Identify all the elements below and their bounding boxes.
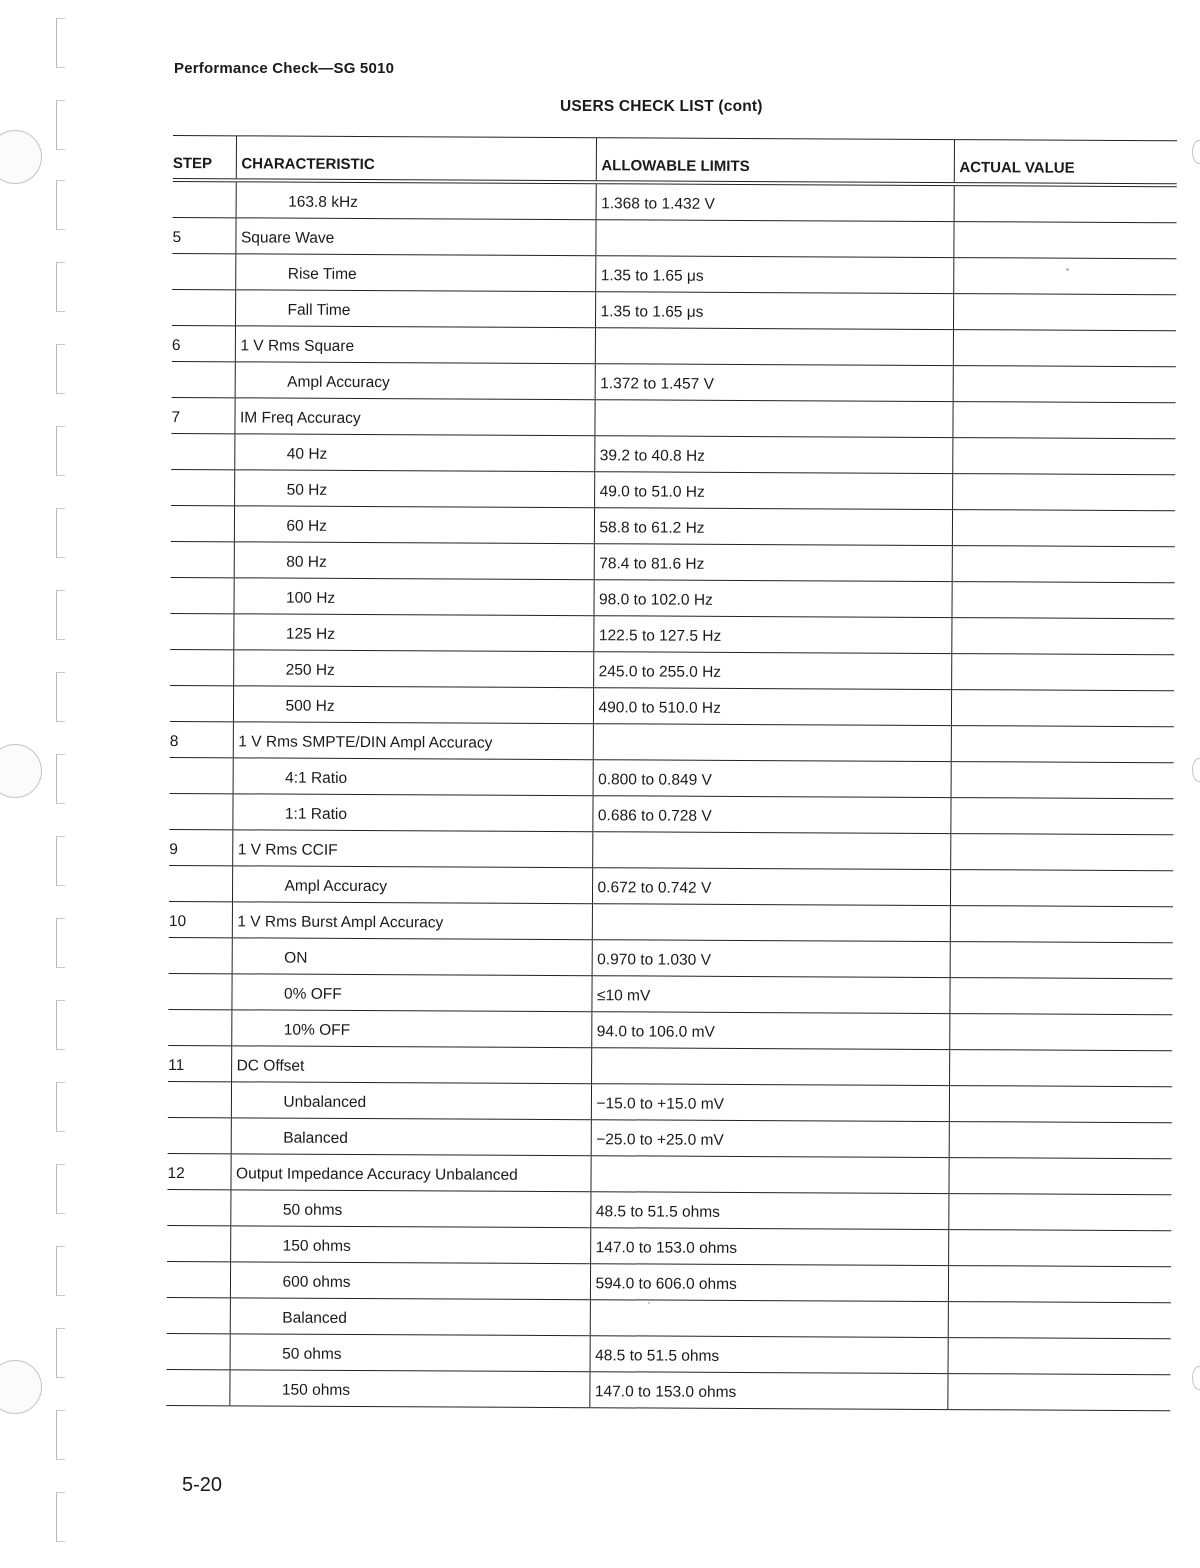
binder-tick-mark xyxy=(56,1328,65,1378)
allowable-limits-cell: −15.0 to +15.0 mV xyxy=(591,1084,949,1122)
step-cell xyxy=(171,541,234,577)
binder-tick-mark xyxy=(56,262,65,312)
actual-value-cell[interactable] xyxy=(953,366,1176,403)
actual-value-cell[interactable] xyxy=(952,402,1175,439)
binder-tick-mark xyxy=(56,18,65,68)
characteristic-cell: 40 Hz xyxy=(234,434,594,472)
table-row xyxy=(172,217,1176,258)
binder-tick-mark xyxy=(56,1164,65,1214)
allowable-limits-cell: 1.372 to 1.457 V xyxy=(595,364,953,402)
table-row xyxy=(170,649,1174,690)
binder-tick-mark xyxy=(56,180,65,230)
characteristic-cell: Rise Time xyxy=(235,254,595,292)
binder-tick-mark xyxy=(56,1410,65,1460)
punch-hole xyxy=(0,130,42,184)
table-row xyxy=(172,361,1176,402)
step-cell xyxy=(169,937,232,973)
running-head: Performance Check—SG 5010 xyxy=(174,60,395,77)
allowable-limits-cell: 48.5 to 51.5 ohms xyxy=(590,1336,948,1374)
allowable-limits-cell: 594.0 to 606.0 ohms xyxy=(590,1264,948,1302)
table-row xyxy=(171,433,1175,474)
step-cell: 9 xyxy=(169,829,232,865)
allowable-limits-cell xyxy=(594,400,952,438)
binder-tick-mark xyxy=(56,426,65,476)
step-cell xyxy=(170,613,233,649)
table-row xyxy=(169,865,1173,906)
binder-tick-mark xyxy=(56,836,65,886)
characteristic-cell: 125 Hz xyxy=(233,614,593,652)
step-cell xyxy=(172,253,235,289)
allowable-limits-cell: 122.5 to 127.5 Hz xyxy=(593,616,951,654)
allowable-limits-cell: 0.970 to 1.030 V xyxy=(592,940,950,978)
punch-hole-right xyxy=(1192,1366,1200,1390)
binder-tick-mark xyxy=(56,590,65,640)
actual-value-cell[interactable] xyxy=(949,978,1172,1015)
step-cell xyxy=(167,1225,230,1261)
characteristic-cell: Ampl Accuracy xyxy=(232,866,592,904)
step-cell: 10 xyxy=(169,901,232,937)
step-cell xyxy=(173,180,236,218)
characteristic-cell: 50 ohms xyxy=(230,1190,590,1228)
allowable-limits-cell: 78.4 to 81.6 Hz xyxy=(594,544,952,582)
allowable-limits-cell xyxy=(595,328,953,366)
step-cell xyxy=(167,1261,230,1297)
allowable-limits-cell: 490.0 to 510.0 Hz xyxy=(593,688,951,726)
characteristic-cell: 1:1 Ratio xyxy=(232,794,592,832)
step-cell xyxy=(167,1297,230,1333)
step-cell: 12 xyxy=(167,1153,230,1189)
actual-value-cell[interactable] xyxy=(949,1086,1172,1123)
actual-value-cell[interactable] xyxy=(948,1302,1171,1339)
table-row xyxy=(172,253,1176,294)
characteristic-cell: 60 Hz xyxy=(234,506,594,544)
actual-value-cell[interactable] xyxy=(948,1266,1171,1303)
allowable-limits-cell: 48.5 to 51.5 ohms xyxy=(590,1192,948,1230)
table-row xyxy=(171,505,1175,546)
table-row xyxy=(168,973,1172,1014)
step-cell xyxy=(169,793,232,829)
characteristic-cell: Square Wave xyxy=(235,218,595,256)
characteristic-cell: 1 V Rms Square xyxy=(235,326,595,364)
step-cell xyxy=(172,289,235,325)
allowable-limits-cell: −25.0 to +25.0 mV xyxy=(591,1120,949,1158)
characteristic-cell: Ampl Accuracy xyxy=(235,362,595,400)
characteristic-cell: 163.8 kHz xyxy=(236,180,596,219)
allowable-limits-cell: 98.0 to 102.0 Hz xyxy=(593,580,951,618)
allowable-limits-cell: 1.368 to 1.432 V xyxy=(596,182,954,221)
step-cell xyxy=(167,1333,230,1369)
table-row xyxy=(167,1225,1171,1266)
step-cell: 11 xyxy=(168,1045,231,1081)
actual-value-cell[interactable] xyxy=(948,1230,1171,1267)
characteristic-cell: 150 ohms xyxy=(230,1226,590,1264)
punch-hole xyxy=(0,1360,42,1414)
allowable-limits-cell xyxy=(590,1156,948,1194)
actual-value-cell[interactable] xyxy=(951,726,1174,763)
characteristic-cell: 150 ohms xyxy=(229,1370,589,1408)
characteristic-cell: 50 ohms xyxy=(230,1334,590,1372)
characteristic-cell: Unbalanced xyxy=(231,1082,591,1120)
allowable-limits-cell: 0.800 to 0.849 V xyxy=(593,760,951,798)
table-row xyxy=(168,1081,1172,1122)
table-row xyxy=(167,1261,1171,1302)
scan-speck xyxy=(1066,268,1069,271)
actual-value-cell[interactable] xyxy=(953,294,1176,331)
actual-value-cell[interactable] xyxy=(952,438,1175,475)
allowable-limits-cell: 58.8 to 61.2 Hz xyxy=(594,508,952,546)
characteristic-cell: Balanced xyxy=(231,1118,591,1156)
table-row xyxy=(172,289,1176,330)
step-cell xyxy=(166,1369,229,1405)
actual-value-cell[interactable] xyxy=(952,510,1175,547)
table-row xyxy=(168,1009,1172,1050)
step-cell xyxy=(170,577,233,613)
table-row xyxy=(167,1297,1171,1338)
actual-value-cell[interactable] xyxy=(951,582,1174,619)
characteristic-cell: 1 V Rms SMPTE/DIN Ampl Accuracy xyxy=(233,722,593,760)
characteristic-cell: 1 V Rms Burst Ampl Accuracy xyxy=(232,902,592,940)
table-row xyxy=(168,1045,1172,1086)
characteristic-cell: 50 Hz xyxy=(234,470,594,508)
binder-tick-mark xyxy=(56,1246,65,1296)
actual-value-cell[interactable] xyxy=(951,654,1174,691)
binder-tick-mark xyxy=(56,754,65,804)
allowable-limits-cell: 147.0 to 153.0 ohms xyxy=(590,1228,948,1266)
actual-value-cell[interactable] xyxy=(951,690,1174,727)
characteristic-cell: Fall Time xyxy=(235,290,595,328)
actual-value-cell[interactable] xyxy=(949,1014,1172,1051)
page-number: 5-20 xyxy=(182,1474,223,1496)
actual-value-cell[interactable] xyxy=(954,184,1177,223)
binder-tick-mark xyxy=(56,1082,65,1132)
allowable-limits-cell: 39.2 to 40.8 Hz xyxy=(594,436,952,474)
step-cell: 8 xyxy=(170,721,233,757)
table-row xyxy=(169,901,1173,942)
punch-hole-right xyxy=(1192,758,1200,782)
column-header-allowable-limits: ALLOWABLE LIMITS xyxy=(596,138,954,184)
table-body xyxy=(166,180,1176,1411)
characteristic-cell: 1 V Rms CCIF xyxy=(232,830,592,868)
step-cell xyxy=(171,505,234,541)
binder-tick-mark xyxy=(56,918,65,968)
actual-value-cell[interactable] xyxy=(950,906,1173,943)
allowable-limits-cell: 147.0 to 153.0 ohms xyxy=(589,1372,947,1410)
actual-value-cell[interactable] xyxy=(949,1050,1172,1087)
step-cell xyxy=(167,1189,230,1225)
punch-hole xyxy=(0,744,42,798)
step-cell xyxy=(168,1009,231,1045)
actual-value-cell[interactable] xyxy=(948,1194,1171,1231)
characteristic-cell: 100 Hz xyxy=(233,578,593,616)
column-header-actual-value: ACTUAL VALUE xyxy=(954,140,1177,186)
actual-value-cell[interactable] xyxy=(950,834,1173,871)
step-cell xyxy=(170,757,233,793)
column-header-characteristic: CHARACTERISTIC xyxy=(236,136,596,182)
actual-value-cell[interactable] xyxy=(952,546,1175,583)
allowable-limits-cell: 49.0 to 51.0 Hz xyxy=(594,472,952,510)
characteristic-cell: IM Freq Accuracy xyxy=(234,398,594,436)
characteristic-cell: Balanced xyxy=(230,1298,590,1336)
table-row xyxy=(167,1189,1171,1230)
table-row xyxy=(170,685,1174,726)
table-row xyxy=(170,721,1174,762)
table-row xyxy=(170,757,1174,798)
characteristic-cell: 10% OFF xyxy=(231,1010,591,1048)
table-row xyxy=(170,613,1174,654)
characteristic-cell: 500 Hz xyxy=(233,686,593,724)
actual-value-cell[interactable] xyxy=(951,762,1174,799)
characteristic-cell: 0% OFF xyxy=(231,974,591,1012)
allowable-limits-cell: 245.0 to 255.0 Hz xyxy=(593,652,951,690)
table-row xyxy=(171,469,1175,510)
step-cell xyxy=(171,469,234,505)
allowable-limits-cell: 0.686 to 0.728 V xyxy=(592,796,950,834)
step-cell xyxy=(171,433,234,469)
characteristic-cell: DC Offset xyxy=(231,1046,591,1084)
step-cell xyxy=(170,685,233,721)
table-row xyxy=(167,1333,1171,1374)
step-cell xyxy=(168,1081,231,1117)
allowable-limits-cell: 94.0 to 106.0 mV xyxy=(591,1012,949,1050)
allowable-limits-cell xyxy=(595,220,953,258)
step-cell: 6 xyxy=(172,325,235,361)
table-row xyxy=(169,829,1173,870)
step-cell xyxy=(169,865,232,901)
binder-edge-marks xyxy=(0,0,70,1568)
allowable-limits-cell: 1.35 to 1.65 μs xyxy=(595,292,953,330)
binder-tick-mark xyxy=(56,508,65,558)
users-check-list-table xyxy=(166,135,1177,1411)
actual-value-cell[interactable] xyxy=(948,1338,1171,1375)
table-row xyxy=(169,793,1173,834)
column-header-step: STEP xyxy=(173,136,236,181)
step-cell: 5 xyxy=(172,217,235,253)
characteristic-cell: 250 Hz xyxy=(233,650,593,688)
table-row xyxy=(168,1117,1172,1158)
characteristic-cell: 600 ohms xyxy=(230,1262,590,1300)
allowable-limits-cell xyxy=(590,1300,948,1338)
actual-value-cell[interactable] xyxy=(953,330,1176,367)
table-row xyxy=(172,325,1176,366)
allowable-limits-cell xyxy=(593,724,951,762)
binder-tick-mark xyxy=(56,100,65,150)
table-row xyxy=(170,577,1174,618)
table-row xyxy=(166,1369,1170,1410)
table-row xyxy=(173,180,1177,223)
table-row xyxy=(171,541,1175,582)
binder-tick-mark xyxy=(56,672,65,722)
actual-value-cell[interactable] xyxy=(950,942,1173,979)
table-header-row xyxy=(173,136,1177,186)
actual-value-cell[interactable] xyxy=(953,222,1176,259)
table-row xyxy=(169,937,1173,978)
table-row xyxy=(167,1153,1171,1194)
binder-tick-mark xyxy=(56,344,65,394)
characteristic-cell: Output Impedance Accuracy Unbalanced xyxy=(230,1154,590,1192)
actual-value-cell[interactable] xyxy=(948,1158,1171,1195)
allowable-limits-cell: ≤10 mV xyxy=(591,976,949,1014)
binder-tick-mark xyxy=(56,1000,65,1050)
allowable-limits-cell xyxy=(592,904,950,942)
page-title: USERS CHECK LIST (cont) xyxy=(560,98,763,115)
step-cell xyxy=(168,973,231,1009)
actual-value-cell[interactable] xyxy=(952,474,1175,511)
table-row xyxy=(171,397,1175,438)
binder-tick-mark xyxy=(56,1492,65,1542)
allowable-limits-cell: 0.672 to 0.742 V xyxy=(592,868,950,906)
characteristic-cell: 80 Hz xyxy=(234,542,594,580)
actual-value-cell[interactable] xyxy=(950,798,1173,835)
step-cell xyxy=(168,1117,231,1153)
step-cell xyxy=(170,649,233,685)
step-cell xyxy=(172,361,235,397)
actual-value-cell[interactable] xyxy=(951,618,1174,655)
actual-value-cell[interactable] xyxy=(953,258,1176,295)
scan-speck xyxy=(648,1302,650,1304)
step-cell: 7 xyxy=(171,397,234,433)
characteristic-cell: 4:1 Ratio xyxy=(233,758,593,796)
actual-value-cell[interactable] xyxy=(949,1122,1172,1159)
allowable-limits-cell xyxy=(591,1048,949,1086)
characteristic-cell: ON xyxy=(232,938,592,976)
actual-value-cell[interactable] xyxy=(950,870,1173,907)
actual-value-cell[interactable] xyxy=(947,1374,1170,1411)
punch-hole-right xyxy=(1192,140,1200,164)
allowable-limits-cell xyxy=(592,832,950,870)
allowable-limits-cell: 1.35 to 1.65 μs xyxy=(595,256,953,294)
